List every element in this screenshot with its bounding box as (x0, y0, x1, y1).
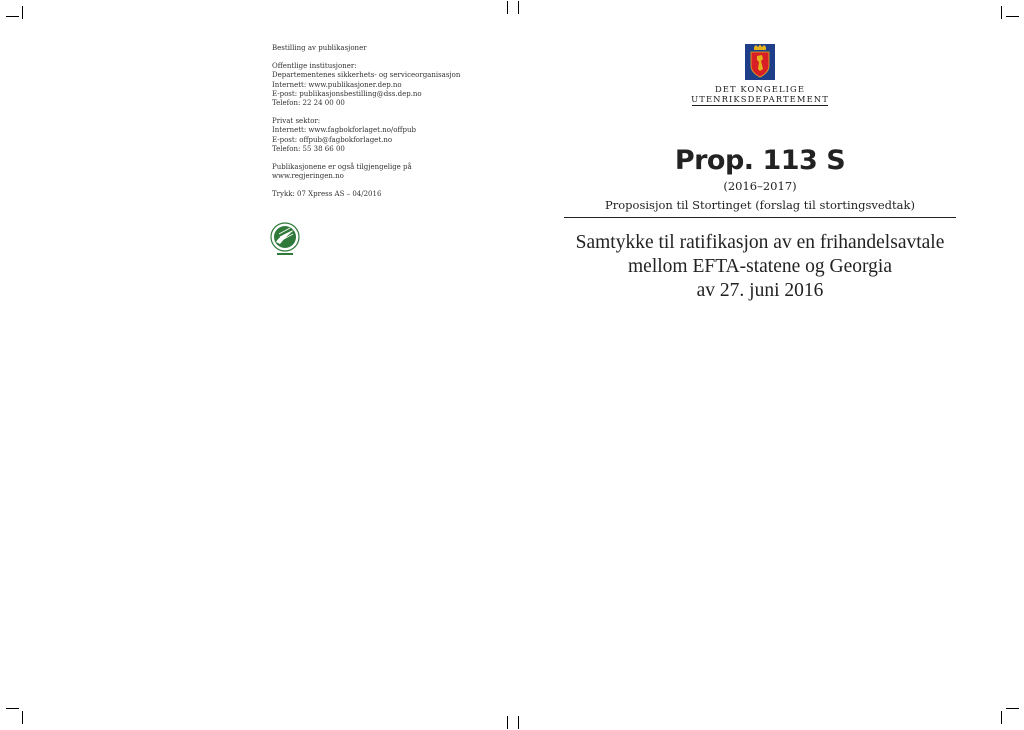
public-sector-label: Offentlige institusjoner: (272, 62, 357, 71)
session-years: (2016–2017) (723, 179, 797, 193)
ministry-line-1: DET KONGELIGE (714, 84, 806, 94)
ministry-underline (692, 105, 828, 106)
print-block (272, 190, 532, 199)
crop-mark-bottom-center-right (518, 716, 519, 729)
crop-mark-bottom-center-left (507, 716, 508, 729)
crop-mark-top-center-left (507, 1, 508, 14)
title-divider (564, 217, 956, 218)
public-sector-phone: Telefon: 22 24 00 00 (272, 99, 345, 108)
document-title (564, 231, 956, 303)
ecolabel-icon (270, 220, 302, 260)
private-sector-phone: Telefon: 55 38 66 00 (272, 144, 345, 153)
ordering-heading: Bestilling av publikasjoner (272, 44, 367, 52)
private-sector-email: E-post: offpub@fagbokforlaget.no (272, 135, 393, 144)
availability-line-2: www.regjeringen.no (272, 172, 344, 181)
title-line-2: mellom EFTA-statene og Georgia (628, 256, 892, 277)
ministry-name (564, 84, 956, 104)
print-info: Trykk: 07 Xpress AS – 04/2016 (272, 190, 382, 199)
coat-of-arms-icon (745, 44, 775, 80)
ministry-line-2: UTENRIKSDEPARTEMENT (691, 94, 829, 104)
document-type: Proposisjon til Stortinget (forslag til stortingsvedtak) (605, 198, 915, 212)
public-sector-org: Departementenes sikkerhets- og serviceorganisasjon (272, 71, 461, 80)
crop-mark-bottom-left-v (22, 711, 23, 724)
private-sector-internet: Internett: www.fagbokforlaget.no/offpub (272, 126, 416, 135)
crop-mark-top-left-v (22, 6, 23, 19)
proposition-number: Prop. 113 S (674, 145, 846, 176)
public-sector-block (272, 62, 532, 108)
front-cover (564, 44, 956, 303)
crop-mark-bottom-right-v (1001, 711, 1002, 724)
title-line-1: Samtykke til ratifikasjon av en frihandelsavtale (575, 232, 945, 253)
availability-line-1: Publikasjonene er også tilgjengelige på (272, 163, 412, 172)
crop-mark-top-right-h (1006, 16, 1019, 17)
ordering-heading-block (272, 44, 532, 53)
crop-mark-top-left-h (6, 16, 19, 17)
crop-mark-top-center-right (518, 1, 519, 14)
crop-mark-top-right-v (1001, 6, 1002, 19)
private-sector-label: Privat sektor: (272, 117, 321, 126)
public-sector-internet: Internett: www.publikasjoner.dep.no (272, 80, 402, 89)
private-sector-block (272, 117, 532, 154)
ordering-info (272, 44, 532, 209)
public-sector-email: E-post: publikasjonsbestilling@dss.dep.no (272, 89, 422, 98)
crop-mark-bottom-right-h (1006, 708, 1019, 709)
crop-mark-bottom-left-h (6, 708, 19, 709)
title-line-3: av 27. juni 2016 (696, 280, 824, 301)
availability-block (272, 163, 532, 181)
